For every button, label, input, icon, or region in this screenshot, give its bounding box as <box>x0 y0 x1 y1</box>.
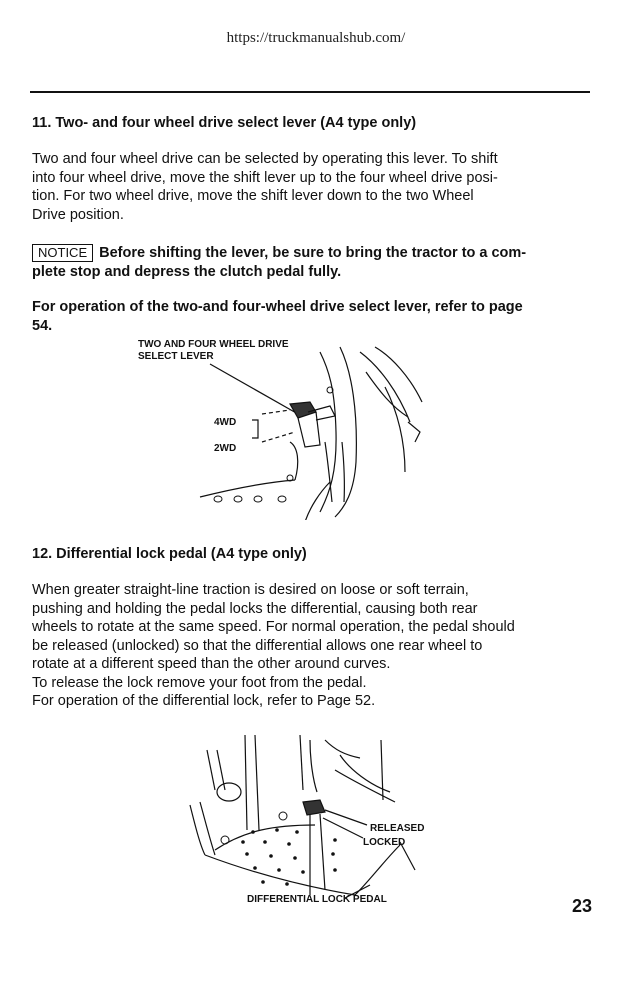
section-11-paragraph <box>32 150 590 224</box>
section-12-paragraph <box>32 581 590 711</box>
section-11-heading: 11. Two- and four wheel drive select lever (A4 type only) <box>32 115 417 131</box>
notice-text-line-1: Before shifting the lever, be sure to bring the tractor to a com- <box>99 245 527 261</box>
figure-callout-2: SELECT LEVER <box>138 351 214 362</box>
label-2wd: 2WD <box>214 443 237 454</box>
paragraph-line: When greater straight-line traction is desired on loose or soft terrain, <box>32 582 469 598</box>
diff-lock-figure <box>185 730 445 910</box>
mount-bolts <box>221 812 287 844</box>
paragraph-line: tion. For two wheel drive, move the shift lever down to the two Wheel <box>32 188 474 204</box>
figure-caption: DIFFERENTIAL LOCK PEDAL <box>247 894 387 905</box>
paragraph-line: Two and four wheel drive can be selected by operating this lever. To shift <box>32 151 498 167</box>
notice-block <box>32 244 590 281</box>
section-12-heading: 12. Differential lock pedal (A4 type only) <box>32 546 307 562</box>
paragraph-line: into four wheel drive, move the shift lever up to the four wheel drive posi- <box>32 169 498 186</box>
figure-callout-1: TWO AND FOUR WHEEL DRIVE <box>138 339 289 350</box>
paragraph-line: For operation of the differential lock, refer to Page 52. <box>32 693 376 709</box>
page-number: 23 <box>572 896 593 916</box>
label-locked: LOCKED <box>363 837 406 848</box>
notice-label: NOTICE <box>32 244 93 262</box>
page-reference-11 <box>32 298 590 335</box>
paragraph-line: Drive position. <box>32 206 124 223</box>
ref-line-2: 54. <box>32 317 53 334</box>
paragraph-line: To release the lock remove your foot from the pedal. <box>32 674 367 691</box>
notice-text-line-2: plete stop and depress the clutch pedal fully. <box>32 263 342 280</box>
paragraph-line: pushing and holding the pedal locks the differential, causing both rear <box>32 600 478 617</box>
paragraph-line: wheels to rotate at the same speed. For normal operation, the pedal should <box>32 619 515 635</box>
select-lever-figure <box>130 332 430 520</box>
lever-drawing <box>200 347 422 520</box>
paragraph-line: be released (unlocked) so that the differential allows one rear wheel to <box>32 637 483 654</box>
paragraph-line: rotate at a different speed than the other around curves. <box>32 656 391 672</box>
header-rule <box>30 91 590 93</box>
label-4wd: 4WD <box>214 417 237 428</box>
ref-line-1: For operation of the two-and four-wheel drive select lever, refer to page <box>32 299 523 315</box>
source-url: https://truckmanualshub.com/ <box>226 30 406 46</box>
label-released: RELEASED <box>370 823 425 834</box>
